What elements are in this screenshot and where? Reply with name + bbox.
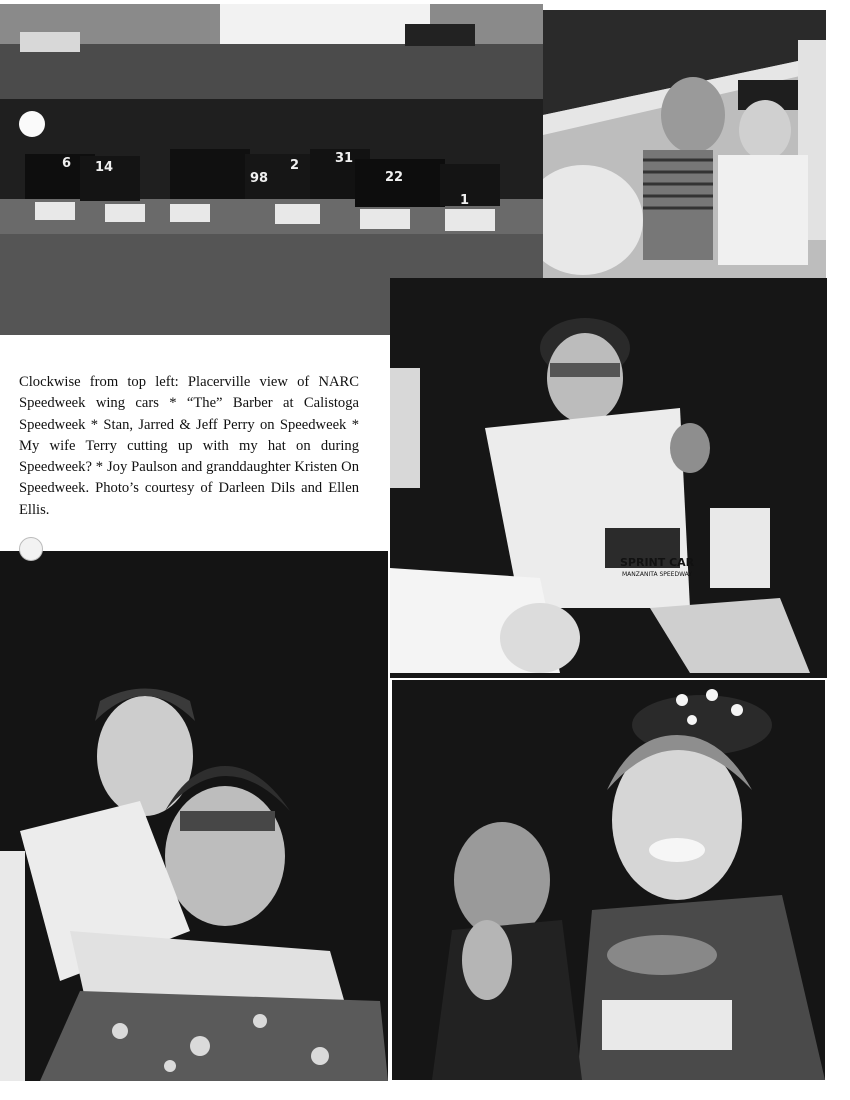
shirt-subtext: MANZANITA SPEEDWAY: [622, 571, 692, 578]
hole-punch-mark: [19, 537, 43, 561]
car-number-label: 31: [335, 151, 354, 166]
car-number-label: 98: [250, 171, 269, 186]
photo-terry-with-hat: [392, 680, 825, 1080]
car-number-label: 1: [460, 193, 470, 208]
shirt-text: SPRINT CAR: [620, 556, 695, 569]
photo-caption: Clockwise from top left: Placerville view of NARC Speedweek wing cars * “The” Barber at Calistoga Speedweek * Stan, Jarred & Jeff Perry on Speedweek * My wife Terry cutting up with my hat on during Speedweek? * Joy Paulson and granddaughter Kristen On Speedweek. Photo’s courtesy of Darleen Dils and Ellen Ellis.: [19, 374, 359, 518]
car-number-label: 2: [290, 158, 300, 173]
car-number-label: 22: [385, 170, 404, 185]
photo-perry-family: [390, 278, 827, 678]
photo-joy-and-kristen: [0, 551, 388, 1081]
photo-barber-calistoga: [543, 10, 826, 278]
car-number-label: 6: [62, 156, 72, 171]
car-number-label: 14: [95, 160, 114, 175]
